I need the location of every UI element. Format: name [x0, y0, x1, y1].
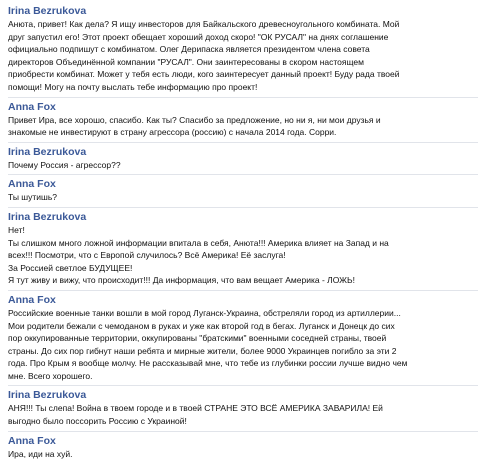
- message-text-line: Я тут живу и вижу, что происходит!!! Да информация, что вам вещает Америка - ЛОЖЬ!: [8, 275, 355, 286]
- message-irina-1: [8, 2, 478, 98]
- message-text-line: всех!!! Посмотри, что с Европой случилось? Всё Америка! Её заслуга!: [8, 250, 286, 261]
- message-text-line: Ты шутишь?: [8, 192, 57, 203]
- message-text-line: Ты слишком много ложной информации впитала в себя, Анюта!!! Америка влияет на Запад и на: [8, 237, 389, 248]
- message-irina-4: [8, 386, 478, 431]
- message-text-line: года. Про Крым я вообще молчу. Не рассказывай мне, что тебе из глубинки россии лучше видно чем: [8, 358, 408, 369]
- message-text-line: директоров Объединённой компании "РУСАЛ". Они заинтересованы в скором настоящем: [8, 56, 364, 67]
- sender-name[interactable]: Irina Bezrukova: [8, 145, 87, 158]
- sender-name[interactable]: Anna Fox: [8, 178, 56, 191]
- message-text-line: Ира, иди на хуй.: [8, 448, 73, 459]
- message-text-line: Нет!: [8, 224, 25, 235]
- sender-name[interactable]: Irina Bezrukova: [8, 5, 87, 17]
- message-text-line: официально подпишут с комбинатом. Олег Дерипаска является президентом члена совета: [8, 44, 370, 55]
- message-thread: [8, 2, 478, 463]
- message-text-line: страны. До сих пор гибнут наши ребята и мирные жители, более 9000 Украинцев погибло за эти 2: [8, 345, 397, 356]
- message-text-line: помощи! Могу на почту выслать тебе информацию про проект!: [8, 81, 258, 92]
- message-anna-2: [8, 175, 478, 208]
- message-anna-3: [8, 291, 478, 387]
- message-text-line: Почему Россия - агрессор??: [8, 159, 121, 170]
- message-irina-2: [8, 143, 478, 176]
- sender-name[interactable]: Irina Bezrukova: [8, 389, 87, 402]
- message-text-line: знакомые не инвестируют в страну агрессора (россию) с начала 2014 года. Сорри.: [8, 127, 337, 138]
- message-text-line: Мои родители бежали с чемоданом в руках и уже как второй год в бегах. Луганск и Донецк до сих: [8, 320, 395, 331]
- message-text-line: Российские военные танки вошли в мой город Луганск-Украина, обстреляли город из артиллерии...: [8, 307, 401, 318]
- message-text-line: мне. Всего хорошего.: [8, 370, 93, 381]
- message-text-line: Анюта, привет! Как дела? Я ищу инвесторов для Байкальского древесноугольного комбината. Мой: [8, 19, 400, 29]
- message-text-line: выгодно было поссорить Россию с Украиной!: [8, 416, 187, 427]
- sender-name[interactable]: Irina Bezrukova: [8, 210, 87, 223]
- message-text-line: Привет Ира, все хорошо, спасибо. Как ты? Спасибо за предложение, но ни я, ни мои друзья и: [8, 114, 381, 125]
- sender-name[interactable]: Anna Fox: [8, 434, 56, 447]
- message-anna-4: [8, 432, 478, 463]
- message-irina-3: [8, 208, 478, 291]
- message-text-line: приобрести комбинат. Может у тебя есть люди, кого заинтересует данный проект! Буду рада твоей: [8, 69, 400, 80]
- sender-name[interactable]: Anna Fox: [8, 100, 56, 113]
- message-text-line: За Россией светлое БУДУЩЕЕ!: [8, 262, 133, 273]
- message-anna-1: [8, 98, 478, 143]
- message-text-line: пор оккупированные территории, оккупированы "братскими" военными соседней страны, твоей: [8, 333, 387, 344]
- message-text-line: друг запустил его! Этот проект обещает хороший доход скоро! "ОК РУСАЛ" на днях соглашение: [8, 31, 389, 42]
- sender-name[interactable]: Anna Fox: [8, 293, 56, 306]
- message-text-line: АНЯ!!! Ты слепа! Война в твоем городе и в твоей СТРАНЕ ЭТО ВСЁ АМЕРИКА ЗАВАРИЛА! Ей: [8, 403, 383, 414]
